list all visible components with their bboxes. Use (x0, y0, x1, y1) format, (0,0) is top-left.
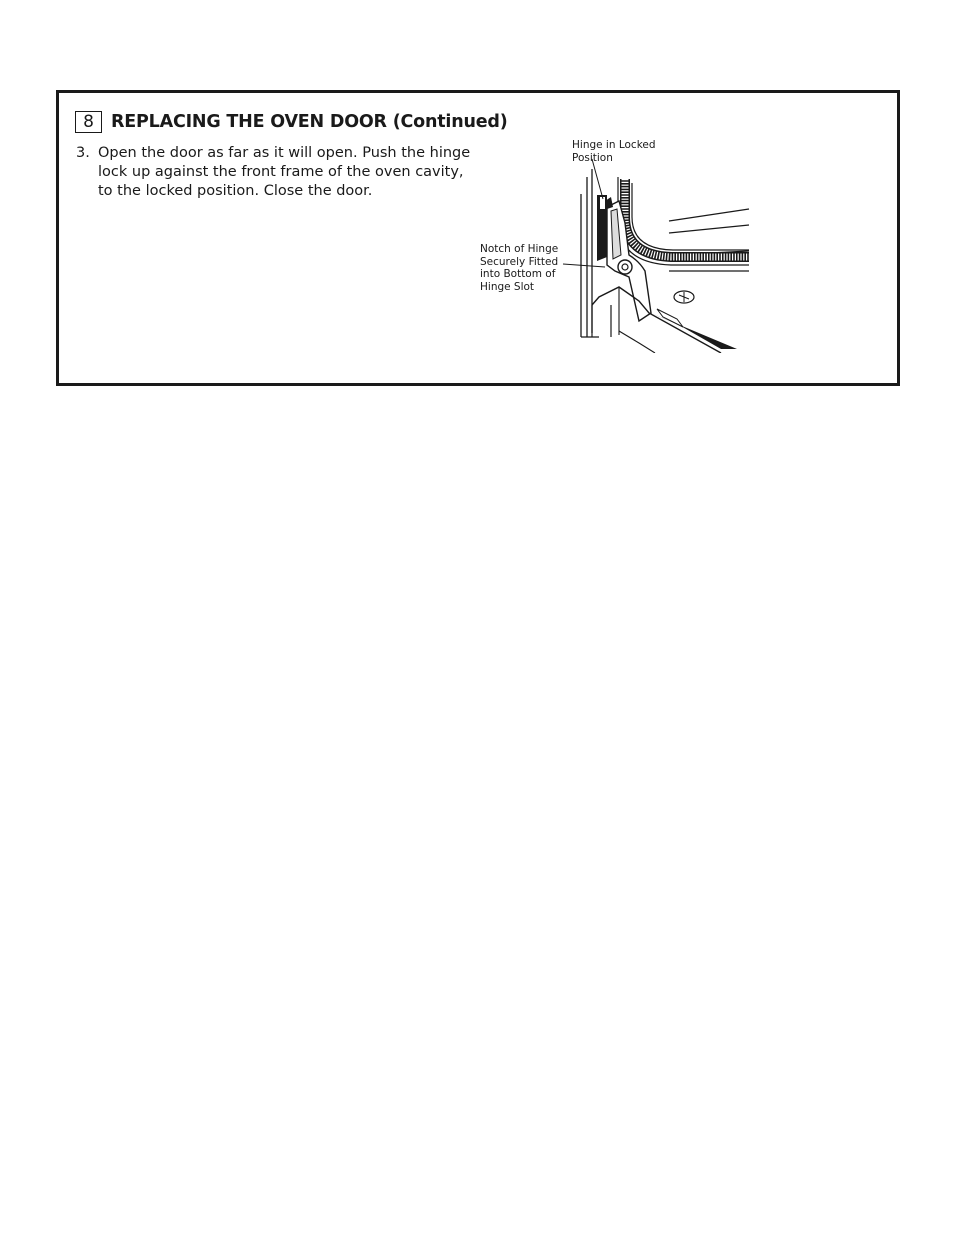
section-title: REPLACING THE OVEN DOOR (Continued) (111, 112, 508, 132)
instruction-panel (56, 90, 900, 386)
hinge-illustration (479, 137, 755, 353)
instruction-number: 3. (76, 145, 90, 161)
instruction-step (76, 144, 476, 201)
section-heading (75, 111, 508, 133)
hinge-notch-callout: Notch of Hinge Securely Fitted into Bottom of Hinge Slot (480, 243, 559, 293)
instruction-text: Open the door as far as it will open. Push the hinge lock up against the front frame of the oven cavity, to the locked position. Close the door. (98, 145, 471, 199)
hinge-locked-callout: Hinge in Locked Position (572, 139, 656, 164)
step-number-box: 8 (75, 111, 102, 133)
